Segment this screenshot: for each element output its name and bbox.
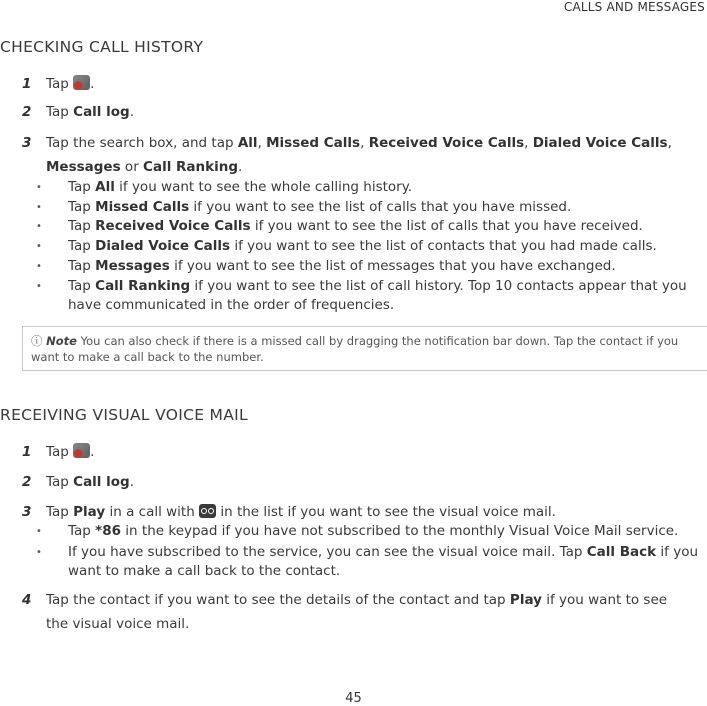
bullet-text: Tap [68,523,96,539]
list-item [48,237,706,256]
note-label: Note [46,334,77,348]
step-text: . [90,444,95,460]
step-text: in the list if you want to see the visual voice mail. [216,504,556,520]
step-text: in a call with [105,504,200,520]
section-title-call-history: CHECKING CALL HISTORY [0,38,204,56]
separator: , [667,135,672,151]
list-item [48,217,706,236]
step-text: . [90,76,95,92]
running-header: CALLS AND MESSAGES [563,0,705,14]
step-text: . [129,474,134,490]
step-text: . [129,104,134,120]
step-text: Tap [46,474,74,490]
step-number: 4 [22,592,32,608]
step-number: 3 [22,135,32,151]
bullet-bold: Missed Calls [95,199,190,215]
section-title-visual-voicemail: RECEIVING VISUAL VOICE MAIL [0,406,248,424]
list-item [48,178,706,197]
list-item [48,257,706,276]
note-text: You can also check if there is a missed call by dragging the notification bar down. Tap the contact if you want to make a call back to the number. [31,334,679,364]
bullet-text: in the keypad if you have not subscribed to the monthly Visual Voice Mail service. [121,523,679,539]
step-text: Tap the contact if you want to see the details of the contact and tap [46,592,510,608]
step-number: 1 [22,76,32,92]
step-3 [22,131,706,179]
step-bold: Call log [73,474,130,490]
bullet-bold: Messages [95,258,170,274]
list-item [48,277,706,315]
bullet-text: Tap [68,218,96,234]
step-number: 1 [22,444,32,460]
step-bold: Call log [73,104,130,120]
note-box [22,326,707,371]
option-messages: Messages [46,159,121,175]
page-number: 45 [345,691,362,706]
step-3 [22,500,706,524]
bullet-text: if you want to see the list of messages that you have exchanged. [169,258,616,274]
option-dialed: Dialed Voice Calls [532,135,668,151]
bullet-bold: All [95,179,115,195]
bullet-text: Tap [68,258,96,274]
bullet-text: if you want to see the list of contacts that you had made calls. [230,238,657,254]
option-call-ranking: Call Ranking [143,159,239,175]
bullet-text: if you want to see the whole calling history. [114,179,413,195]
step-text: Tap [46,76,74,92]
step-2 [22,470,706,494]
bullet-text: if you want to make a call back to the contact. [68,544,699,579]
list-item [48,543,706,581]
bullet-text: if you want to see the list of call history. Top 10 contacts appear that you have communicated in the order of frequencies. [68,278,687,313]
step-bold: Play [73,504,106,520]
option-received: Received Voice Calls [368,135,525,151]
bullet-text: if you want to see the list of calls that you have received. [250,218,643,234]
step-number: 2 [22,104,32,120]
option-all: All [237,135,258,151]
bullet-text: Tap [68,278,96,294]
call-log-icon [73,443,90,458]
step-text: . [238,159,243,175]
step-text: Tap [46,444,74,460]
info-icon: ⓘ [31,334,43,348]
step-text: Tap the search box, and tap [46,135,238,151]
option-missed: Missed Calls [266,135,361,151]
bullet-bold: Dialed Voice Calls [95,238,231,254]
bullet-text: If you have subscribed to the service, you can see the visual voice mail. Tap [68,544,587,560]
separator: or [120,159,144,175]
step-text: Tap [46,504,74,520]
separator: , [257,135,267,151]
voicemail-icon [199,504,216,518]
bullet-text: Tap [68,238,96,254]
bullet-bold: Call Ranking [95,278,191,294]
step-bold: Play [509,592,542,608]
step-2 [22,100,706,124]
step-text: if you want to see the visual voice mail. [46,592,668,632]
step-number: 2 [22,474,32,490]
bullet-bold: Received Voice Calls [95,218,251,234]
step-text: Tap [46,104,74,120]
step-number: 3 [22,504,32,520]
bullet-text: Tap [68,199,96,215]
step-1 [22,72,706,96]
step-4 [22,588,706,636]
separator: , [360,135,369,151]
call-log-icon [73,75,90,90]
bullet-text: if you want to see the list of calls that you have missed. [189,199,572,215]
list-item [48,522,706,541]
bullet-text: Tap [68,179,96,195]
bullet-bold: *86 [95,523,122,539]
bullet-bold: Call Back [586,544,657,560]
separator: , [524,135,533,151]
list-item [48,198,706,217]
step-1 [22,440,706,464]
